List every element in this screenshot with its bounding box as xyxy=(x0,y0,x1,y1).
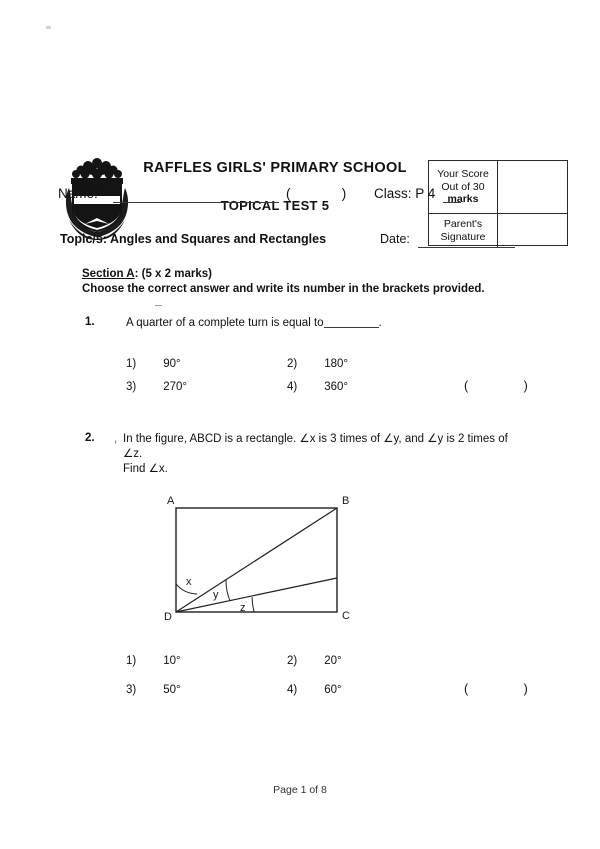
question-2-option-2[interactable] xyxy=(287,655,342,667)
option-label: 4) xyxy=(287,684,298,696)
option-label: 3) xyxy=(126,684,137,696)
question-1-option-4[interactable] xyxy=(287,381,348,393)
question-1-number: 1. xyxy=(85,316,95,328)
signature-label-line2: Signature xyxy=(440,230,486,243)
svg-text:z: z xyxy=(240,602,246,614)
svg-text:C: C xyxy=(342,610,350,622)
section-instruction: Choose the correct answer and write its number in the brackets provided. xyxy=(82,283,485,295)
option-value: 180° xyxy=(324,358,348,370)
score-label-line3: marks xyxy=(447,193,479,206)
question-2-number: 2. xyxy=(85,432,95,444)
option-label: 2) xyxy=(287,358,298,370)
option-label: 3) xyxy=(126,381,137,393)
date-label: Date: xyxy=(380,232,410,246)
index-number-field[interactable]: ( ) xyxy=(286,186,357,201)
signature-label-line1: Parent's xyxy=(443,218,483,230)
question-1-text xyxy=(126,316,456,331)
name-label: Name: xyxy=(58,186,98,201)
option-label: 2) xyxy=(287,655,298,667)
svg-text:D: D xyxy=(164,611,172,623)
option-value: 10° xyxy=(163,655,181,667)
question-2-answer-bracket[interactable]: ( ) xyxy=(464,682,554,696)
test-title: TOPICAL TEST 5 xyxy=(220,198,330,213)
question-1-option-3[interactable] xyxy=(126,381,187,393)
class-input[interactable] xyxy=(443,202,461,203)
section-title: Section A xyxy=(82,268,135,280)
question-2-figure xyxy=(150,485,370,635)
option-label: 1) xyxy=(126,655,137,667)
section-heading xyxy=(82,268,212,280)
svg-text:x: x xyxy=(186,576,192,588)
topic-line xyxy=(60,232,326,246)
topic-label: Topic/s: xyxy=(60,232,107,246)
option-label: 4) xyxy=(287,381,298,393)
question-2-option-4[interactable] xyxy=(287,684,342,696)
school-name: RAFFLES GIRLS' PRIMARY SCHOOL xyxy=(143,160,407,176)
date-input[interactable] xyxy=(418,247,515,248)
class-label: Class: P 4 xyxy=(374,186,436,201)
question-1-option-2[interactable] xyxy=(287,358,348,370)
question-2-line1: In the figure, ABCD is a rectangle. ∠x is 3 times of ∠y, and ∠y is 2 times of xyxy=(123,433,508,445)
question-2-option-3[interactable] xyxy=(126,684,181,696)
option-label: 1) xyxy=(126,358,137,370)
page-footer: Page 1 of 8 xyxy=(273,784,327,796)
question-1-answer-bracket[interactable]: ( ) xyxy=(464,379,554,393)
svg-text:y: y xyxy=(213,589,219,601)
scan-artifact xyxy=(46,26,51,29)
question-2-text xyxy=(123,432,513,477)
topic-date-row xyxy=(60,232,560,252)
question-1-option-1[interactable] xyxy=(126,358,181,370)
svg-text:B: B xyxy=(342,495,350,507)
question-1-stem-end: . xyxy=(378,317,382,329)
question-2-line3: Find ∠x. xyxy=(123,463,168,475)
question-2-option-1[interactable] xyxy=(126,655,181,667)
score-label-line2: Out of 30 xyxy=(441,180,485,193)
option-value: 360° xyxy=(324,381,348,393)
scan-artifact-tick: , xyxy=(114,433,118,445)
option-value: 20° xyxy=(324,655,342,667)
question-2-line2: ∠z. xyxy=(123,448,143,460)
svg-text:A: A xyxy=(167,495,175,507)
answer-blank xyxy=(324,327,379,328)
section-marks: : (5 x 2 marks) xyxy=(134,268,212,280)
name-input[interactable] xyxy=(113,202,279,203)
scan-artifact-dash xyxy=(155,305,162,306)
option-value: 60° xyxy=(324,684,342,696)
option-value: 50° xyxy=(163,684,181,696)
score-label-line1: Your Score xyxy=(437,168,489,181)
option-value: 90° xyxy=(163,358,181,370)
name-class-row xyxy=(58,186,558,208)
question-1-stem: A quarter of a complete turn is equal to xyxy=(126,317,324,329)
option-value: 270° xyxy=(163,381,187,393)
topic-value: Angles and Squares and Rectangles xyxy=(110,232,327,246)
